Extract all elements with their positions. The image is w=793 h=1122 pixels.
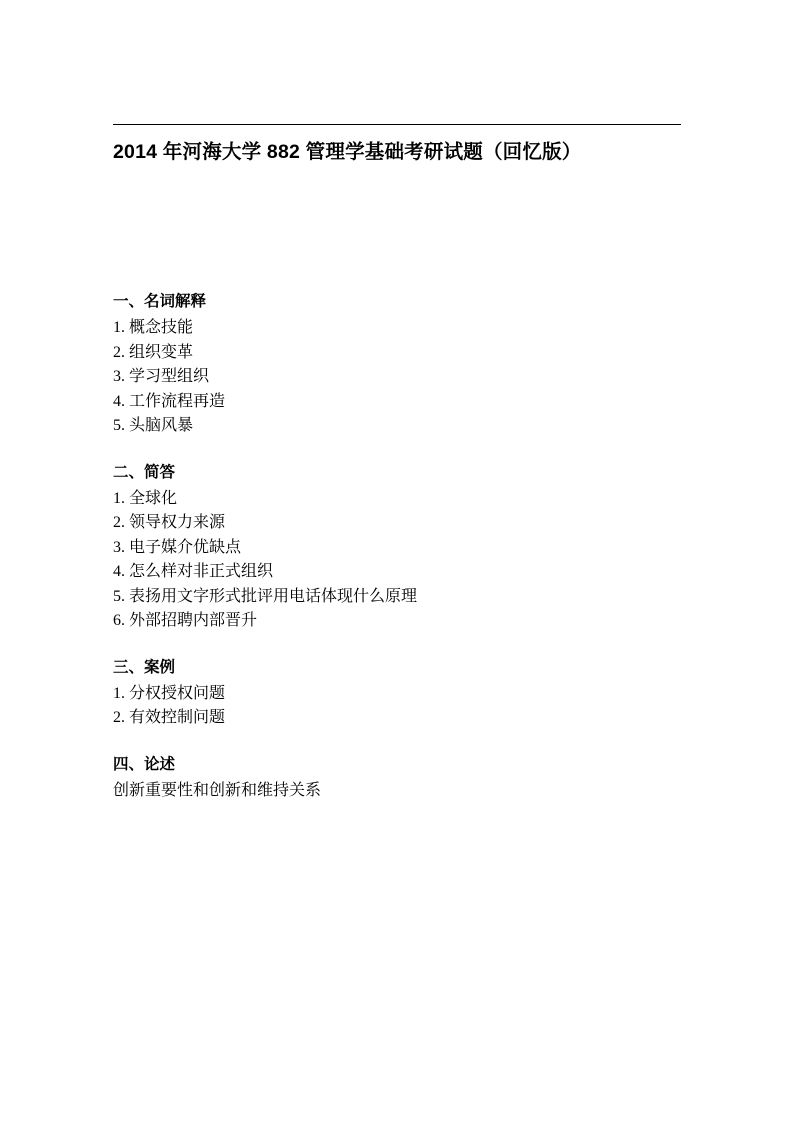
list-item: 5. 头脑风暴 — [113, 417, 194, 434]
list-item: 4. 怎么样对非正式组织 — [113, 563, 274, 580]
list-item: 2. 领导权力来源 — [113, 514, 226, 531]
list-item: 创新重要性和创新和维持关系 — [113, 781, 322, 799]
section-case-study — [113, 656, 693, 731]
list-item: 3. 学习型组织 — [113, 368, 210, 385]
section-heading: 四、论述 — [113, 755, 176, 773]
list-item: 2. 组织变革 — [113, 343, 194, 361]
section-noun-explanation — [113, 290, 693, 439]
list-item: 4. 工作流程再造 — [113, 392, 226, 410]
list-item: 1. 分权授权问题 — [113, 684, 226, 702]
list-item: 5. 表扬用文字形式批评用电话体现什么原理 — [113, 587, 418, 605]
section-heading: 一、名词解释 — [113, 293, 207, 310]
list-item: 6. 外部招聘内部晋升 — [113, 612, 258, 629]
section-essay — [113, 753, 693, 804]
section-heading: 二、简答 — [113, 463, 176, 481]
document-body — [113, 290, 693, 803]
page-title: 2014 年河海大学 882 管理学基础考研试题（回忆版） — [113, 141, 582, 163]
section-heading: 三、案例 — [113, 658, 176, 676]
header-divider — [113, 124, 681, 125]
list-item: 1. 概念技能 — [113, 319, 194, 336]
list-item: 1. 全球化 — [113, 489, 178, 507]
list-item: 2. 有效控制问题 — [113, 709, 226, 726]
list-item: 3. 电子媒介优缺点 — [113, 538, 242, 556]
section-short-answer — [113, 461, 693, 634]
